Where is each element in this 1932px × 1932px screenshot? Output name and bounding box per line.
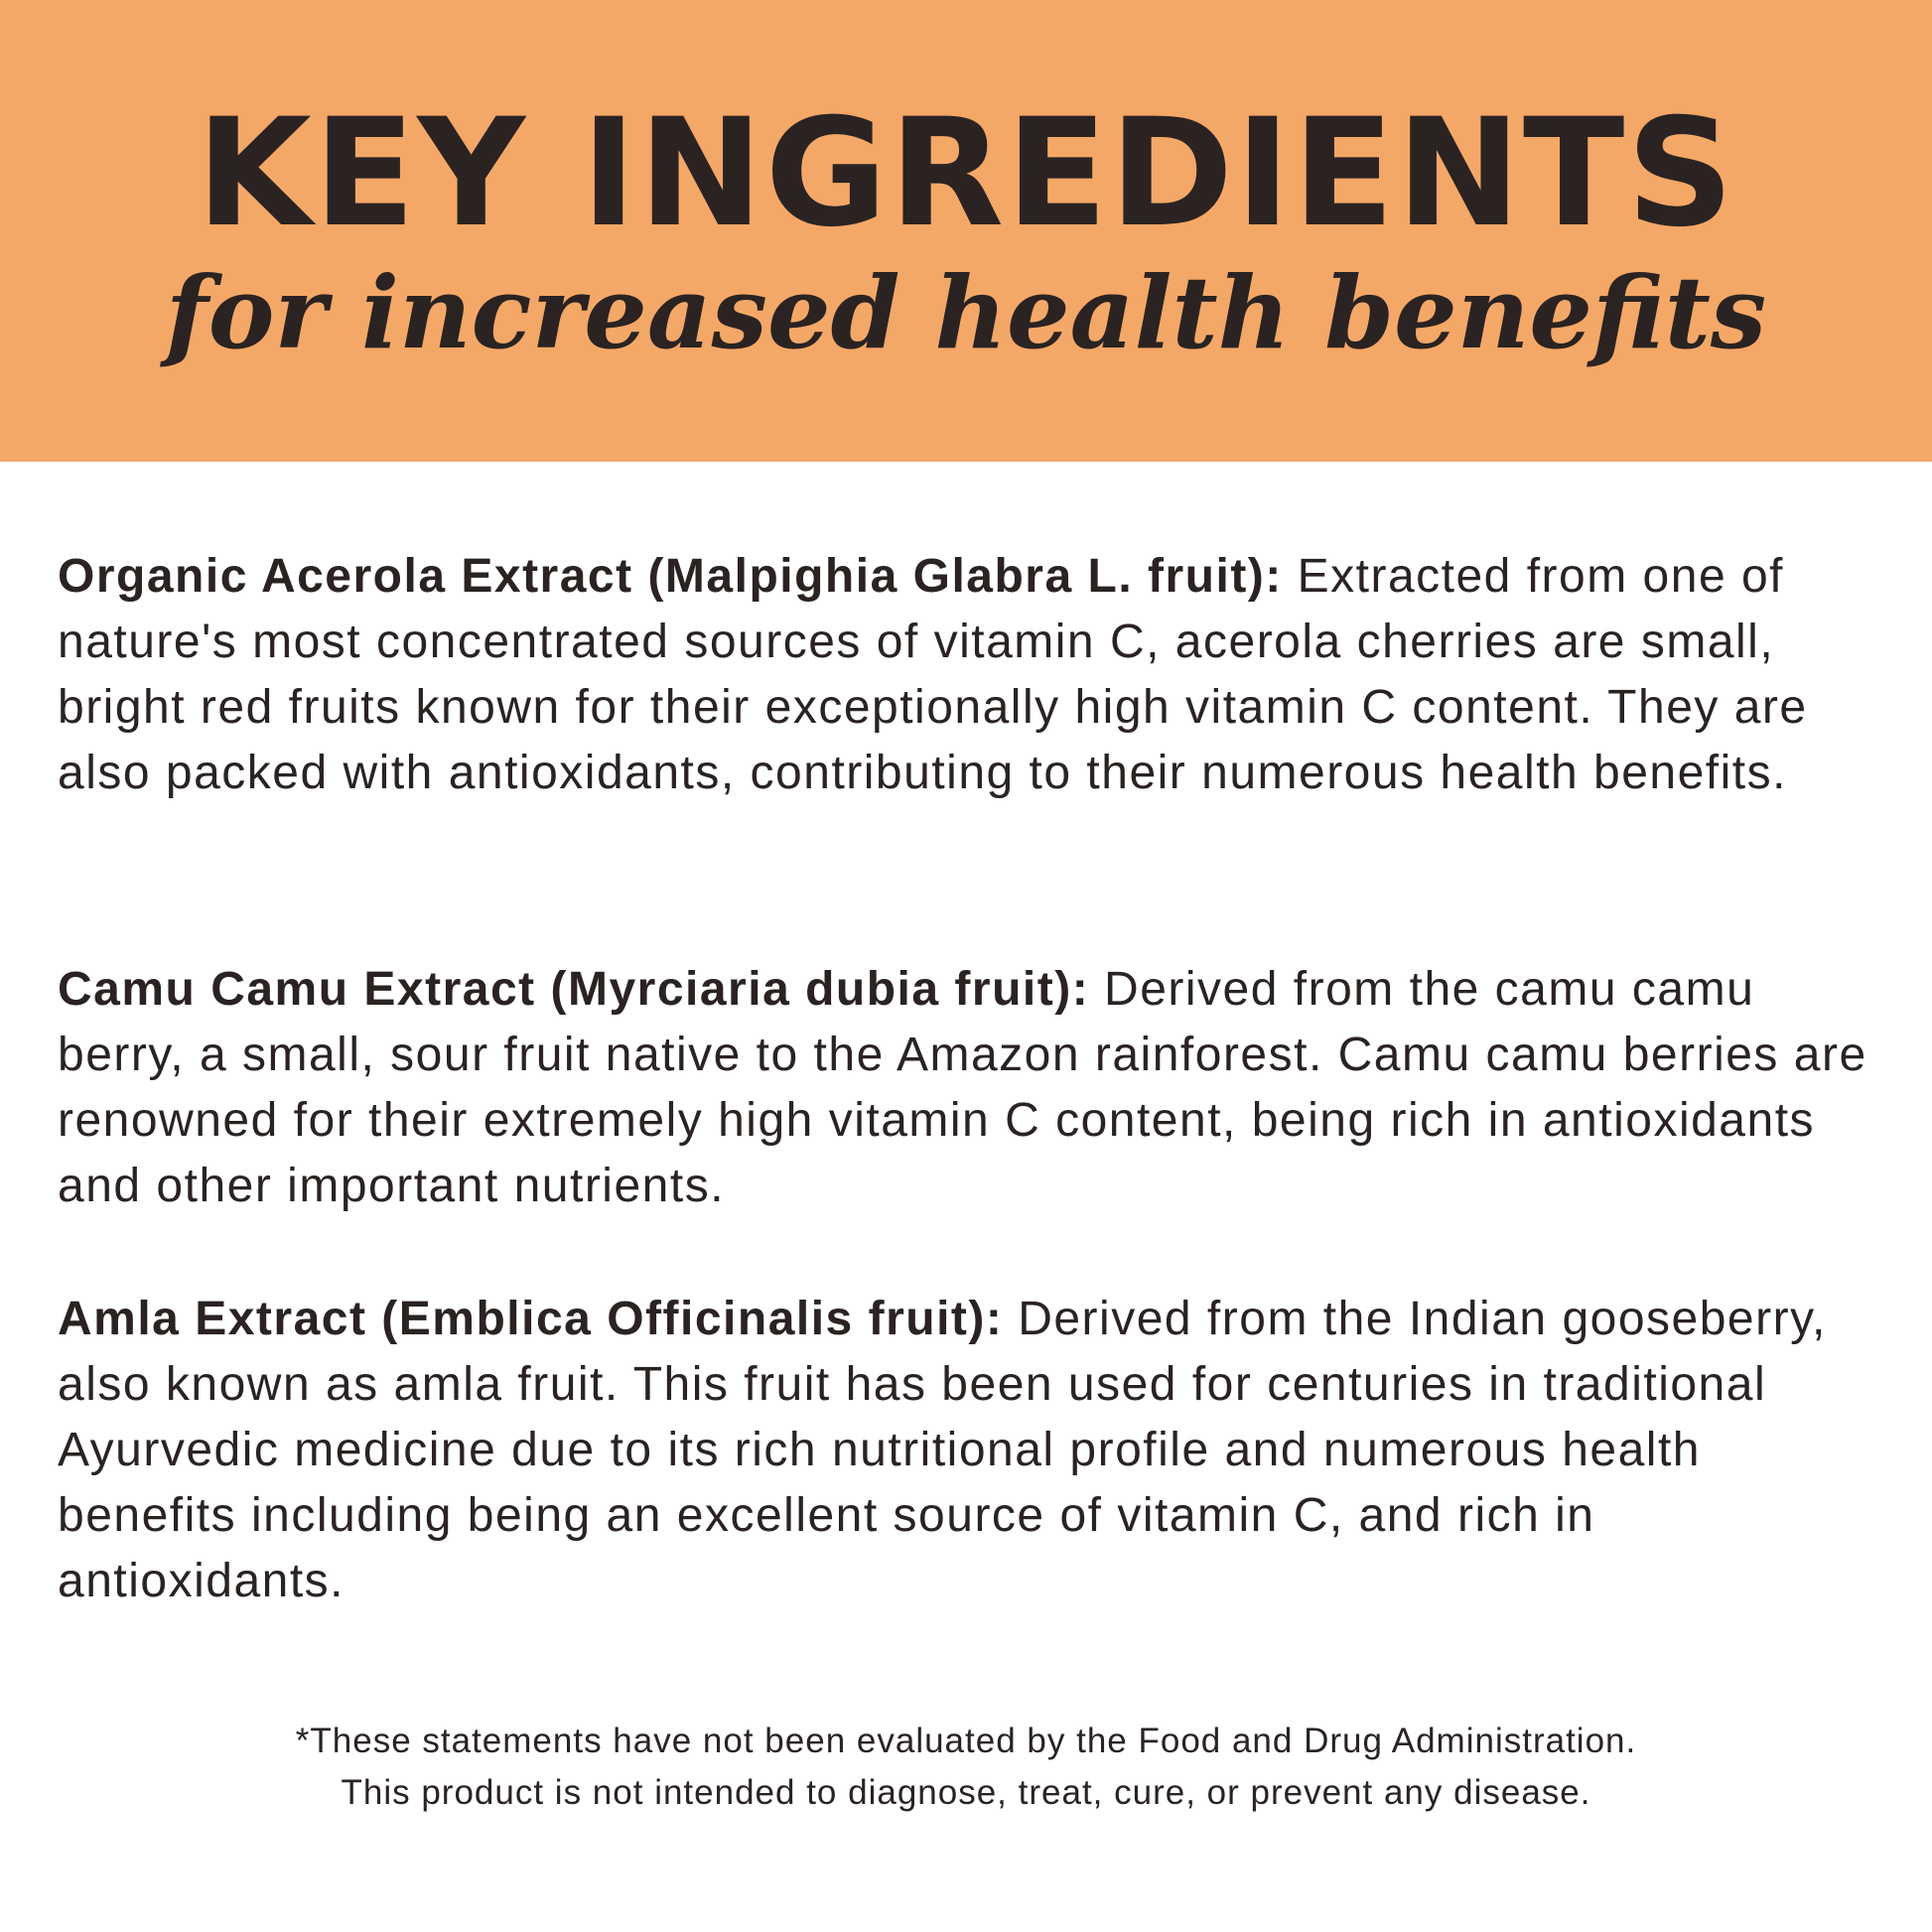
ingredient-description: Extracted from one of nature's most concentrated sources of vitamin C, acerola cherries are small, bright red fruits known for their exceptionally high vitamin C content. They are also packed with antioxidants, contributing to their numerous health benefits. bbox=[58, 550, 1808, 799]
ingredient-acerola bbox=[58, 544, 1874, 806]
page-subtitle: for increased health benefits bbox=[165, 254, 1767, 371]
ingredient-description: Derived from the camu camu berry, a small, sour fruit native to the Amazon rainforest. Camu camu berries are renowned for their extremely high vitamin C content, being rich in antioxidants and other important nutrients. bbox=[58, 963, 1867, 1212]
ingredient-amla bbox=[58, 1287, 1874, 1614]
ingredient-name: Amla Extract (Emblica Officinalis fruit): bbox=[58, 1293, 1004, 1345]
ingredient-name: Organic Acerola Extract (Malpighia Glabra L. fruit): bbox=[58, 550, 1283, 603]
page-title: KEY INGREDIENTS bbox=[196, 87, 1736, 260]
header-banner bbox=[0, 0, 1932, 462]
ingredient-name: Camu Camu Extract (Myrciaria dubia fruit): bbox=[58, 963, 1090, 1016]
ingredient-camu-camu bbox=[58, 957, 1874, 1219]
fda-disclaimer bbox=[0, 1716, 1932, 1819]
disclaimer-line-1: *These statements have not been evaluated by the Food and Drug Administration. bbox=[295, 1722, 1637, 1760]
disclaimer-line-2: This product is not intended to diagnose, treat, cure, or prevent any disease. bbox=[341, 1773, 1591, 1812]
ingredient-description: Derived from the Indian gooseberry, also known as amla fruit. This fruit has been used for centuries in traditional Ayurvedic medicine due to its rich nutritional profile and numerous health benefits including being an excellent source of vitamin C, and rich in antioxidants. bbox=[58, 1293, 1827, 1607]
